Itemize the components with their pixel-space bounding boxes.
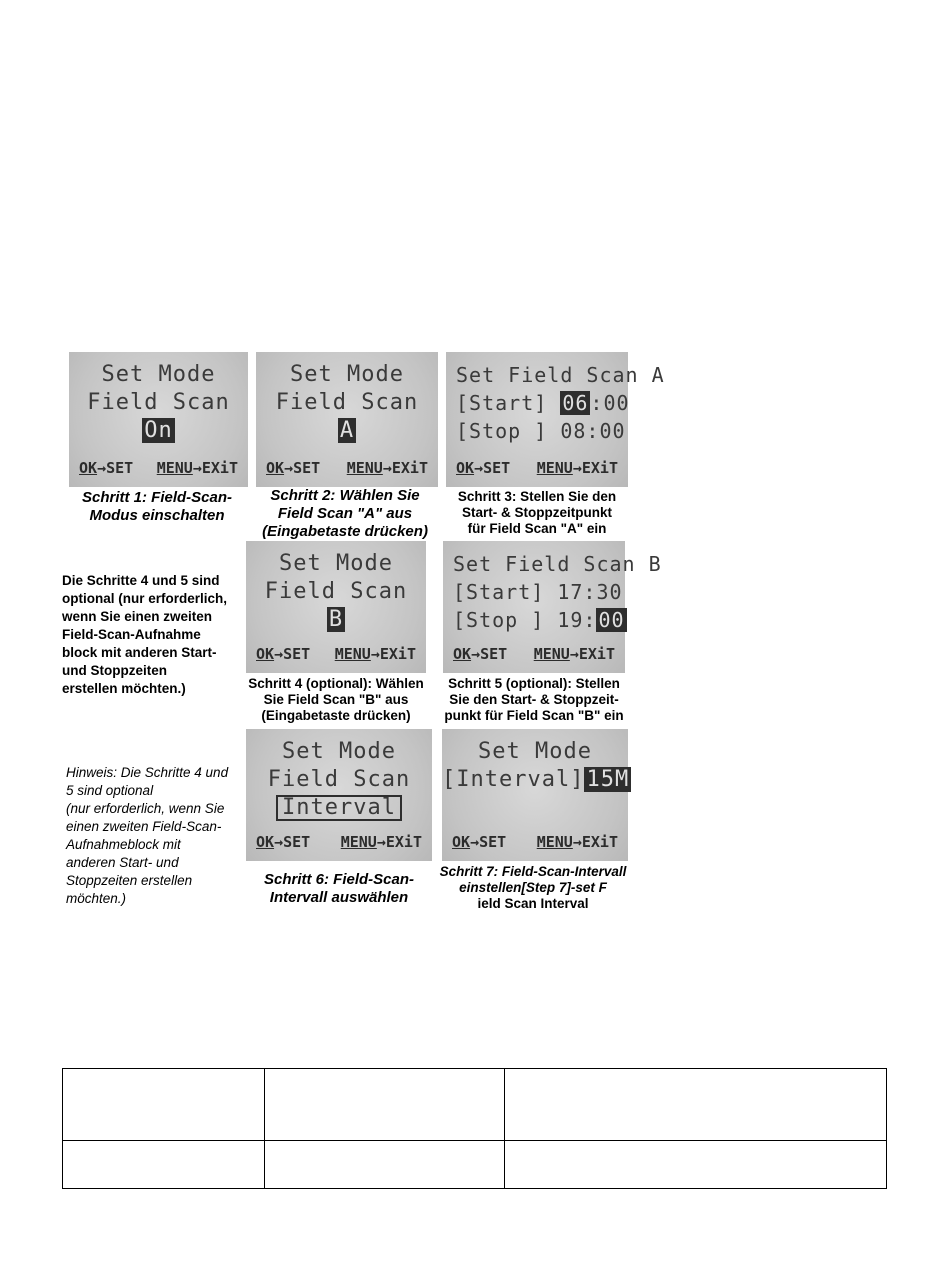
caption-step3: Schritt 3: Stellen Sie den Start- & Stoppzeitpunkt für Field Scan "A" ein: [457, 489, 617, 536]
lcd-title: Set Mode: [282, 739, 396, 764]
lcd-title: Set Mode: [478, 739, 592, 764]
lcd-footer: OK→SET MENU→EXiT: [79, 459, 238, 477]
empty-table: [62, 1068, 887, 1189]
lcd-title: Set Mode: [290, 362, 404, 387]
lcd-value-highlight: A: [339, 418, 355, 443]
lcd-stop-row: [Stop ] 08:00: [456, 419, 626, 443]
caption-step4: Schritt 4 (optional): Wählen Sie Field Scan "B" aus (Eingabetaste drücken): [248, 676, 424, 723]
lcd-start-row: [Start] 17:30: [453, 580, 623, 604]
lcd-title: Set Field Scan B: [453, 552, 662, 576]
lcd-value-highlight: B: [328, 607, 344, 632]
table-cell: [505, 1069, 887, 1141]
lcd-mode: Field Scan: [275, 390, 419, 415]
table-cell: [265, 1069, 505, 1141]
lcd-mode: Field Scan: [267, 767, 411, 792]
lcd-interval-row: [Interval]15M: [442, 767, 630, 792]
caption-step7: Schritt 7: Field-Scan-Intervall einstellen[Step 7]-set F ield Scan Interval: [439, 864, 627, 911]
lcd-footer: OK→SET MENU→EXiT: [456, 459, 618, 477]
lcd-mode: Field Scan: [87, 390, 230, 415]
caption-step5: Schritt 5 (optional): Stellen Sie den Start- & Stoppzeit- punkt für Field Scan "B" ein: [444, 676, 624, 723]
lcd-footer: OK→SET MENU→EXiT: [266, 459, 428, 477]
lcd-value-highlight: Interval: [276, 795, 402, 821]
table-cell: [265, 1141, 505, 1189]
note-optional-steps: Die Schritte 4 und 5 sind optional (nur erforderlich, wenn Sie einen zweiten Field-Scan-Aufnahme block mit anderen Start- und Stoppzeiten erstellen möchten.): [62, 573, 228, 696]
lcd-footer: OK→SET MENU→EXiT: [453, 645, 615, 663]
caption-step2: Schritt 2: Wählen Sie Field Scan "A" aus (Eingabetaste drücken): [262, 487, 428, 540]
lcd-screen-step1: [69, 352, 248, 487]
lcd-title: Set Field Scan A: [456, 363, 665, 387]
lcd-footer: OK→SET MENU→EXiT: [256, 833, 422, 851]
lcd-screen-step6: [246, 729, 432, 861]
lcd-start-row: [Start] 06 :00: [456, 391, 630, 415]
lcd-title: Set Mode: [101, 362, 216, 387]
lcd-title: Set Mode: [279, 551, 393, 576]
table-cell: [505, 1141, 887, 1189]
table-cell: [63, 1069, 265, 1141]
lcd-screen-step4: [246, 541, 426, 673]
lcd-stop-row: [Stop ] 19: 00: [453, 608, 625, 632]
caption-step6: Schritt 6: Field-Scan- Intervall auswählen: [263, 871, 415, 906]
lcd-screen-step7: [442, 729, 628, 861]
lcd-screen-step2: [256, 352, 438, 487]
lcd-footer: OK→SET MENU→EXiT: [256, 645, 416, 663]
lcd-screen-step5: [443, 541, 662, 673]
lcd-footer: OK→SET MENU→EXiT: [452, 833, 618, 851]
note-hint: Hinweis: Die Schritte 4 und 5 sind optional (nur erforderlich, wenn Sie einen zweiten Field-Scan- Aufnahmeblock mit anderen Start- und Stoppzeiten erstellen möchten.): [66, 765, 229, 906]
caption-step1: Schritt 1: Field-Scan- Modus einschalten: [81, 489, 233, 524]
lcd-screen-step3: [446, 352, 665, 487]
lcd-mode: Field Scan: [264, 579, 408, 604]
lcd-value-highlight: On: [144, 418, 173, 443]
table-cell: [63, 1141, 265, 1189]
